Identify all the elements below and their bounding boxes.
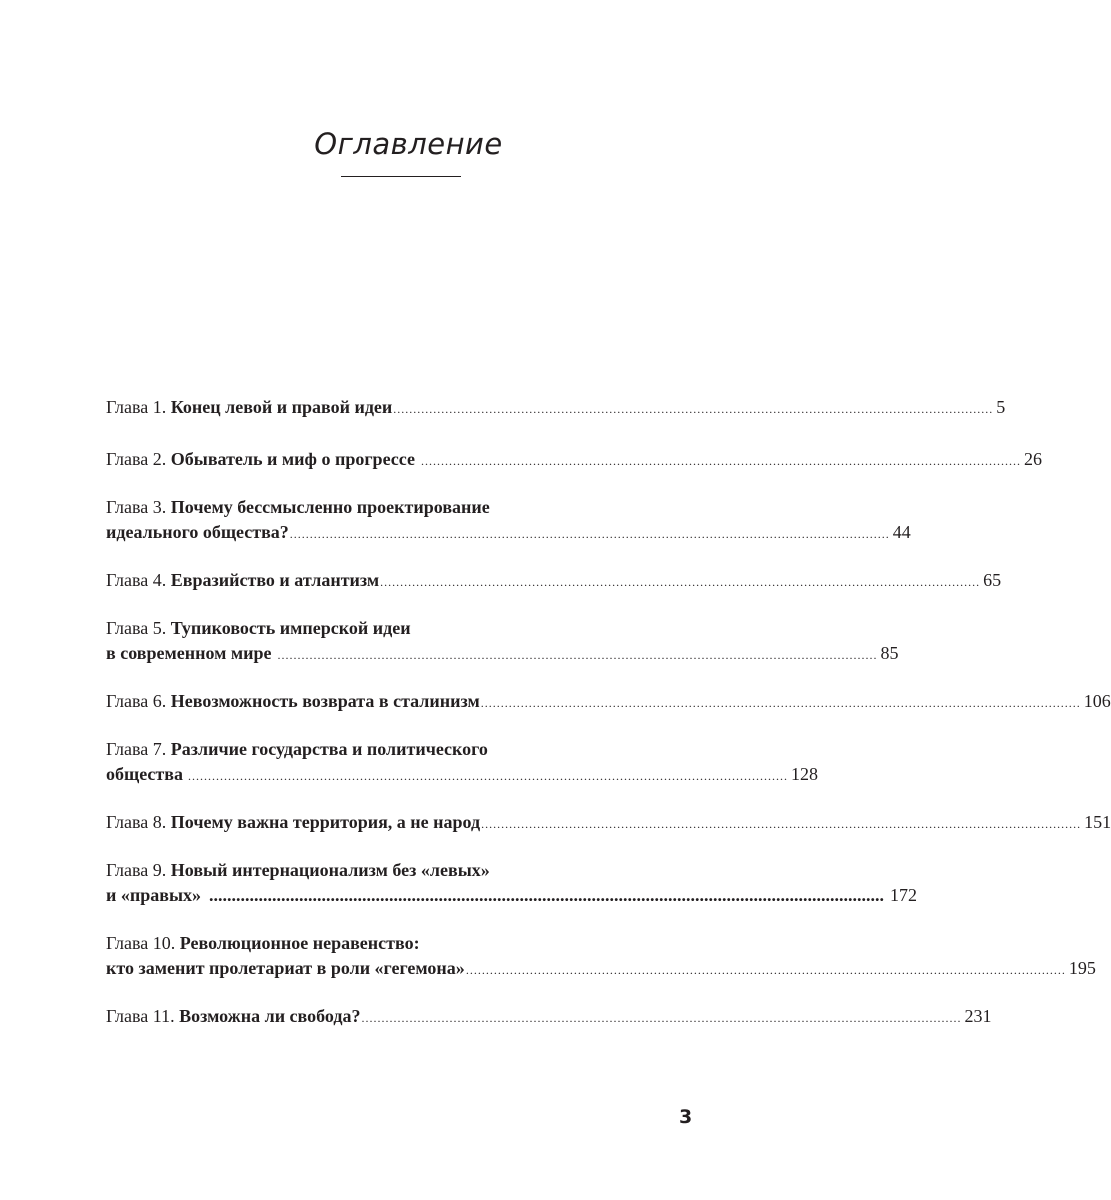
chapter-number: Глава 4. — [106, 570, 167, 590]
chapter-number: Глава 6. — [106, 691, 167, 711]
chapter-title: Конец левой и правой идеи — [170, 397, 393, 417]
chapter-number: Глава 7. — [106, 739, 167, 759]
page-number: 65 — [983, 570, 1002, 590]
page-number: 151 — [1084, 812, 1111, 832]
chapter-title: Революционное неравенство: — [179, 933, 420, 953]
dot-leader: ...................................................................................................................................................... — [481, 817, 1082, 831]
toc-entry-11 — [106, 1004, 992, 1029]
chapter-number: Глава 11. — [106, 1006, 175, 1026]
toc-entry-4 — [106, 568, 1002, 593]
chapter-title-continued: идеального общества? — [106, 522, 289, 542]
chapter-title-continued: и «правых» — [106, 885, 202, 905]
dot-leader: ...................................................................................................................................................... — [277, 648, 878, 662]
toc-entry-10 — [106, 931, 1096, 981]
dot-leader: ...................................................................................................................................................... — [465, 963, 1066, 977]
dot-leader: ...................................................................................................................................................... — [380, 575, 981, 589]
page-number: 231 — [964, 1006, 992, 1026]
dot-leader: ...................................................................................................................................................... — [480, 696, 1081, 710]
page-number: 85 — [880, 643, 899, 663]
chapter-title-continued: кто заменит пролетариат в роли «гегемона» — [106, 958, 465, 978]
chapter-number: Глава 9. — [106, 860, 167, 880]
title-underline — [341, 176, 461, 177]
page-number: 195 — [1068, 958, 1096, 978]
chapter-title: Различие государства и политического — [170, 739, 488, 759]
toc-entry-1 — [106, 395, 1006, 420]
chapter-title-continued: в современном мире — [106, 643, 272, 663]
dot-leader: ...................................................................................................................................................... — [289, 527, 890, 541]
dot-leader: ...................................................................................................................................................... — [420, 454, 1021, 468]
toc-entry-6 — [106, 689, 1111, 714]
dot-leader: ...................................................................................................................................................... — [187, 769, 788, 783]
chapter-number: Глава 3. — [106, 497, 167, 517]
page-number: 26 — [1023, 449, 1042, 469]
page-number: 5 — [996, 397, 1006, 417]
chapter-number: Глава 5. — [106, 618, 167, 638]
dot-leader: ...................................................................................................................................................... — [393, 402, 994, 416]
chapter-number: Глава 8. — [106, 812, 167, 832]
chapter-number: Глава 10. — [106, 933, 176, 953]
chapter-title: Возможна ли свобода? — [179, 1006, 361, 1026]
dot-leader: ...................................................................................................................................................... — [209, 885, 885, 905]
toc-entry-5 — [106, 616, 899, 666]
page-title: Оглавление — [314, 127, 503, 161]
chapter-title: Евразийство и атлантизм — [170, 570, 380, 590]
toc-entry-3 — [106, 495, 911, 545]
toc-entry-7 — [106, 737, 818, 787]
chapter-title: Почему бессмысленно проектирование — [170, 497, 490, 517]
chapter-title: Новый интернационализм без «левых» — [170, 860, 490, 880]
toc-entry-8 — [106, 810, 1111, 835]
toc-entry-9 — [106, 858, 918, 908]
page-number: 106 — [1083, 691, 1111, 711]
page-number: 44 — [892, 522, 911, 542]
page-number: 172 — [890, 885, 918, 905]
page-number: 128 — [790, 764, 818, 784]
chapter-title: Почему важна территория, а не народ — [170, 812, 481, 832]
chapter-title: Невозможность возврата в сталинизм — [170, 691, 480, 711]
chapter-number: Глава 2. — [106, 449, 167, 469]
chapter-title: Обыватель и миф о прогрессе — [170, 449, 415, 469]
chapter-title: Тупиковость имперской идеи — [170, 618, 411, 638]
page-folio: 3 — [679, 1106, 693, 1128]
toc-entry-2 — [106, 447, 1042, 472]
chapter-number: Глава 1. — [106, 397, 167, 417]
dot-leader: ...................................................................................................................................................... — [361, 1011, 962, 1025]
chapter-title-continued: общества — [106, 764, 183, 784]
